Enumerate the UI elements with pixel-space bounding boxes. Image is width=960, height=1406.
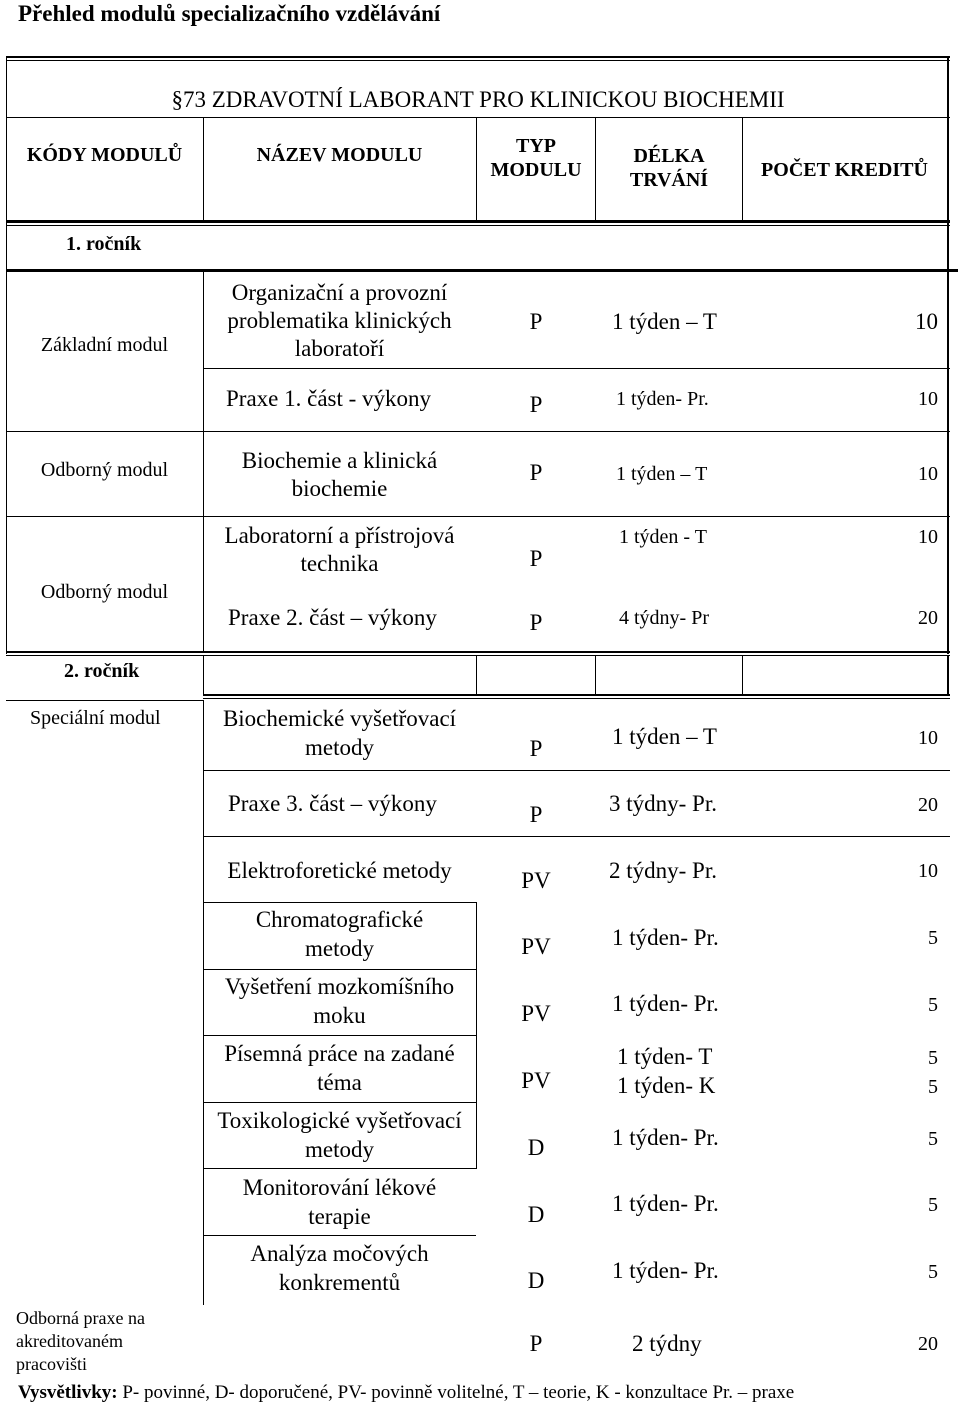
- module-credits: 10: [915, 309, 938, 334]
- module-type: P: [529, 460, 543, 485]
- module-name: Praxe 2. část – výkony: [228, 605, 437, 630]
- module-code: Odborný modul: [40, 581, 169, 603]
- module-credits-secondary: 5: [928, 1076, 938, 1098]
- module-duration: 2 týdny- Pr.: [609, 858, 717, 883]
- legend-text: P- povinné, D- doporučené, PV- povinně volitelné, T – teorie, K - konzultace Pr. – praxe: [117, 1382, 795, 1403]
- module-type: P: [529, 610, 543, 635]
- header-credits: POČET KREDITŮ: [761, 159, 928, 181]
- module-credits: 10: [918, 860, 938, 882]
- page-title: Přehled modulů specializačního vzdělávání: [18, 1, 441, 26]
- module-type: P: [529, 802, 543, 827]
- module-type: P: [529, 546, 543, 571]
- module-name: Praxe 1. část - výkony: [226, 386, 432, 411]
- module-duration: 1 týden- Pr.: [612, 1125, 719, 1150]
- module-name: Písemná práce na zadané téma: [224, 1041, 455, 1095]
- module-type: PV: [521, 868, 551, 893]
- module-credits: 5: [928, 1194, 938, 1216]
- module-credits: 20: [918, 1333, 938, 1355]
- module-type: P: [529, 392, 543, 417]
- module-duration: 1 týden – T: [616, 463, 708, 485]
- module-credits: 10: [918, 727, 938, 749]
- year-label-second: 2. ročník: [64, 660, 140, 682]
- module-type: D: [527, 1268, 545, 1293]
- module-credits: 5: [928, 1047, 938, 1069]
- table-title: §73 ZDRAVOTNÍ LABORANT PRO KLINICKOU BIOCHEMII: [171, 87, 785, 112]
- module-type: D: [527, 1202, 545, 1227]
- module-duration-secondary: 1 týden- K: [617, 1073, 716, 1098]
- module-credits: 10: [918, 463, 938, 485]
- module-type: P: [529, 1331, 543, 1356]
- module-credits: 10: [918, 388, 938, 410]
- module-type: PV: [521, 1001, 551, 1026]
- module-duration: 1 týden – T: [612, 309, 717, 334]
- legend: [18, 1381, 794, 1404]
- module-name: Vyšetření mozkomíšního moku: [224, 974, 455, 1028]
- module-credits: 20: [918, 794, 938, 816]
- module-name: Toxikologické vyšetřovací metody: [217, 1108, 462, 1162]
- module-name: Chromatografické metody: [255, 907, 424, 961]
- module-duration: 1 týden- Pr.: [612, 991, 719, 1016]
- module-name: Biochemické vyšetřovací metody: [222, 706, 457, 760]
- module-type: PV: [521, 1068, 551, 1093]
- module-duration: 1 týden- Pr.: [612, 1258, 719, 1283]
- module-duration: 1 týden- Pr.: [612, 1191, 719, 1216]
- module-type: P: [529, 309, 543, 334]
- module-duration: 1 týden - T: [619, 526, 707, 548]
- module-duration: 3 týdny- Pr.: [609, 791, 717, 816]
- module-duration: 1 týden- T: [617, 1044, 713, 1069]
- module-name: Laboratorní a přístrojová technika: [224, 523, 455, 576]
- module-duration: 1 týden- Pr.: [612, 925, 719, 950]
- module-type: P: [529, 736, 543, 761]
- module-duration: 4 týdny- Pr: [619, 607, 709, 629]
- module-name: Praxe 3. část – výkony: [228, 791, 437, 816]
- module-credits: 5: [928, 1261, 938, 1283]
- module-code: Základní modul: [40, 334, 169, 356]
- module-credits: 10: [918, 526, 938, 548]
- header-module-type: TYP MODULU: [490, 135, 582, 182]
- legend-label: Vysvětlivky:: [18, 1382, 118, 1403]
- header-module-codes: KÓDY MODULŮ: [26, 144, 183, 166]
- year-label-first: 1. ročník: [66, 233, 142, 255]
- module-name: Organizační a provozní problematika klinických laboratoří: [227, 280, 452, 361]
- module-duration: 2 týdny: [632, 1331, 702, 1356]
- module-credits: 5: [928, 994, 938, 1016]
- module-name: Biochemie a klinická biochemie: [241, 448, 438, 501]
- module-name: Analýza močových konkrementů: [250, 1241, 429, 1295]
- module-type: PV: [521, 934, 551, 959]
- module-code: Speciální modul: [30, 707, 161, 729]
- module-duration: 1 týden – T: [612, 724, 717, 749]
- module-name: Elektroforetické metody: [227, 858, 452, 883]
- header-module-name: NÁZEV MODULU: [256, 144, 423, 166]
- module-credits: 5: [928, 927, 938, 949]
- module-credits: 20: [918, 607, 938, 629]
- module-duration: 1 týden- Pr.: [616, 388, 709, 410]
- module-code: Odborný modul: [40, 459, 169, 481]
- module-name: Monitorování lékové terapie: [242, 1175, 437, 1229]
- header-duration: DÉLKA TRVÁNÍ: [629, 145, 709, 192]
- module-type: D: [527, 1135, 545, 1160]
- module-code: Odborná praxe na akreditovaném pracovišti: [16, 1308, 145, 1374]
- module-credits: 5: [928, 1128, 938, 1150]
